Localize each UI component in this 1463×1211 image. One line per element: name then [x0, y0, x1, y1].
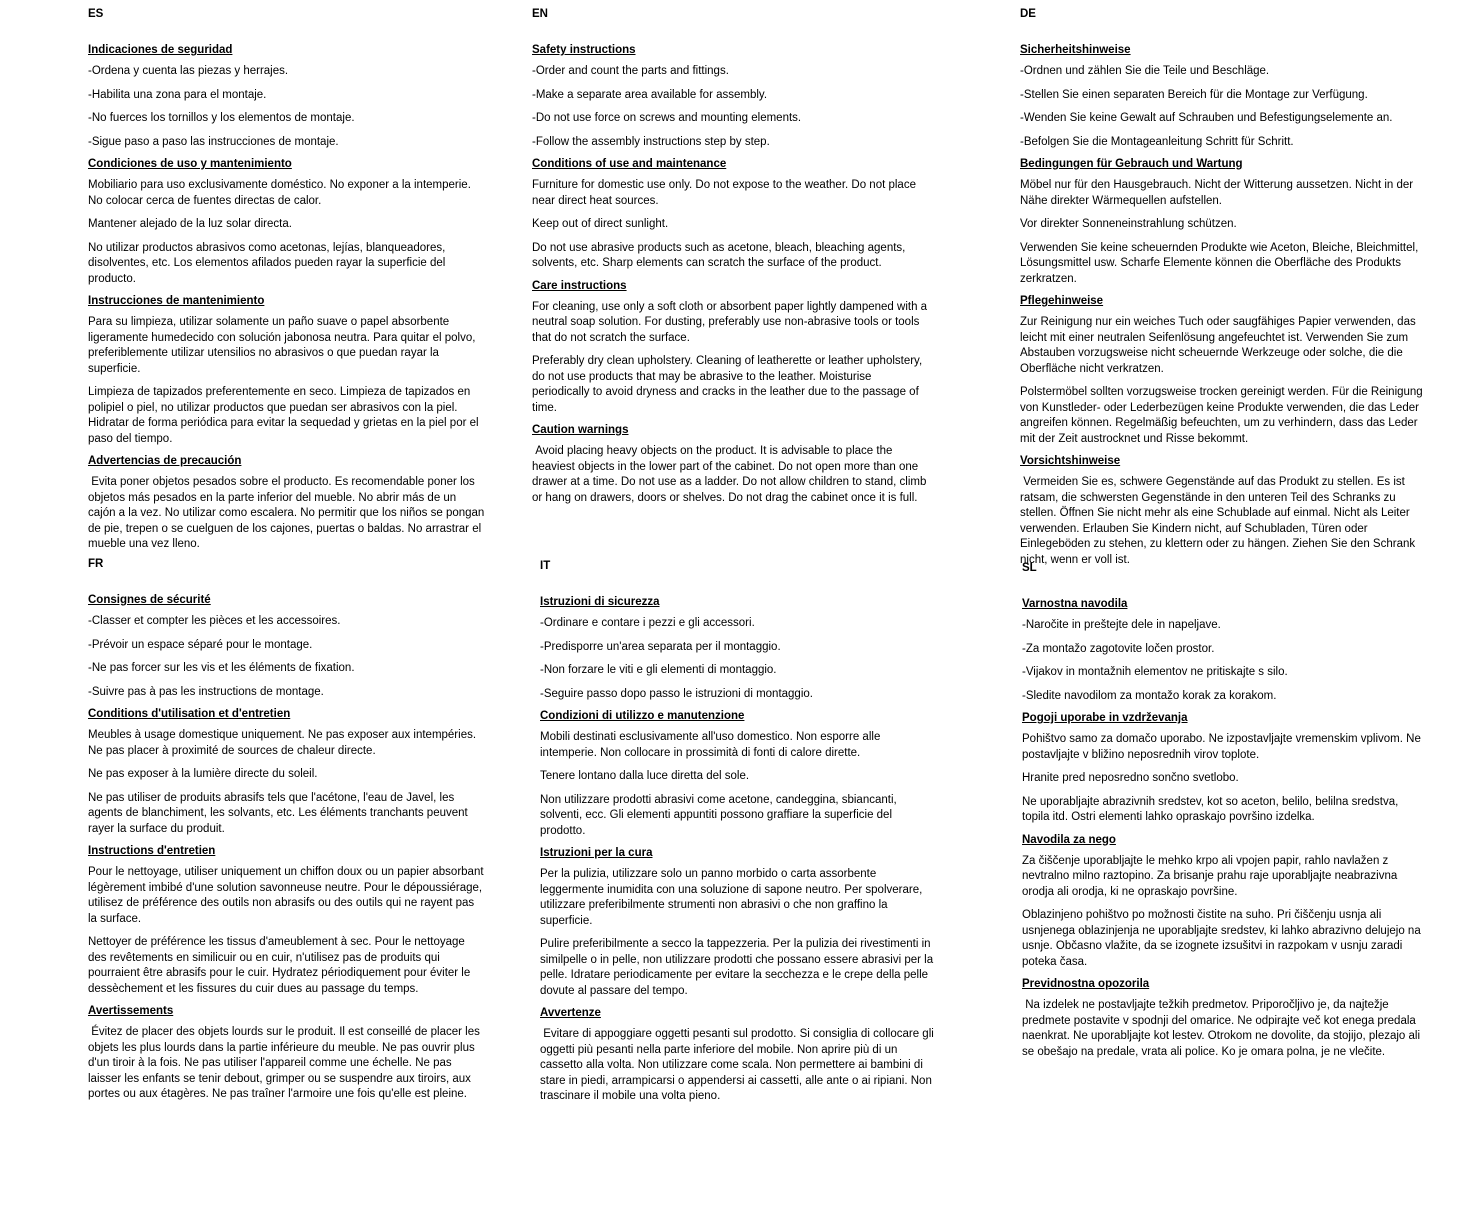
instruction-line: -Sledite navodilom za montažo korak za korakom. — [1022, 689, 1277, 702]
instruction-line: -Suivre pas à pas les instructions de montage. — [88, 685, 324, 698]
section-heading: Pflegehinweise — [1020, 295, 1104, 307]
paragraph: Verwenden Sie keine scheuernden Produkte wie Aceton, Bleiche, Bleichmittel, Lösungsmittel usw. Scharfe Elemente können die Oberfläche des Produkts zerkratzen. — [1020, 241, 1422, 285]
section-heading: Vorsichtshinweise — [1020, 455, 1121, 467]
section-heading: Instructions d'entretien — [88, 845, 216, 857]
instruction-line: -Do not use force on screws and mounting elements. — [532, 112, 802, 124]
paragraph: Pohištvo samo za domačo uporabo. Ne izpostavljajte vremenskim vplivom. Ne postavljajte v bližino neposrednih virov toplote. — [1022, 733, 1425, 761]
section-heading: Safety instructions — [532, 44, 636, 56]
language-column-en — [532, 8, 930, 514]
section-heading: Conditions of use and maintenance — [532, 158, 727, 170]
paragraph: For cleaning, use only a soft cloth or absorbent paper lightly dampened with a neutral soap solution. For dusting, preferably use non-abrasive tools or tools that do not scratch the surface. — [532, 300, 931, 344]
paragraph: Möbel nur für den Hausgebrauch. Nicht der Witterung aussetzen. Nicht in der Nähe direkter Wärmequellen aufstellen. — [1020, 179, 1417, 207]
section-heading: Bedingungen für Gebrauch und Wartung — [1020, 158, 1243, 170]
language-code-label: ES — [88, 8, 104, 20]
paragraph: Preferably dry clean upholstery. Cleaning of leatherette or leather upholstery, do not use products that may be abrasive to the leather. Moisturise periodically to avoid dryness and cracks in the leather due to the passage of time. — [532, 355, 926, 414]
paragraph: Nettoyer de préférence les tissus d'ameublement à sec. Pour le nettoyage des revêtements en similicuir ou en cuir, n'utilisez pas de produits qui pourraient être abrasifs pour le cuir. Hydratez périodiquement pour éviter le dessèchement et les fissures du cuir dues au passage du temps. — [88, 936, 474, 995]
paragraph: Evita poner objetos pesados sobre el producto. Es recomendable poner los objetos más pesados en la parte inferior del mueble. No abrir más de un cajón a la vez. No utilizar como escalera. No permitir que los niños se pongan de pie, trepen o se cuelguen de los cajones, puertas o baldas. No arrastrar el mueble una vez lleno. — [88, 476, 488, 550]
instruction-line: -Vijakov in montažnih elementov ne pritiskajte s silo. — [1022, 666, 1288, 678]
language-column-fr — [88, 558, 486, 1111]
language-column-it — [540, 560, 938, 1113]
language-code-label: SL — [1022, 562, 1037, 574]
instruction-line: -Ordinare e contare i pezzi e gli accessori. — [540, 617, 755, 629]
paragraph: Oblazinjeno pohištvo po možnosti čistite na suho. Pri čiščenju usnja ali usnjenega oblazinjenja ne uporabljajte sredstev, ki lahko abrazivno delujejo na usnje. Občasno vlažite, da se izognete izsušitvi in razpokam v usnju zaradi poteka časa. — [1022, 909, 1424, 968]
paragraph: Tenere lontano dalla luce diretta del sole. — [540, 770, 750, 782]
paragraph: Per la pulizia, utilizzare solo un panno morbido o carta assorbente leggermente inumidita con una soluzione di sapone neutro. Per spolverare, utilizzare preferibilmente strumenti non abrasivi o che non graffino la superficie. — [540, 868, 926, 927]
paragraph: Keep out of direct sunlight. — [532, 218, 669, 230]
paragraph: Hranite pred neposredno sončno svetlobo. — [1022, 772, 1239, 784]
paragraph: Do not use abrasive products such as acetone, bleach, bleaching agents, solvents, etc. Sharp elements can scratch the surface of the product. — [532, 241, 909, 269]
instruction-line: -No fuerces los tornillos y los elementos de montaje. — [88, 112, 355, 124]
paragraph: No utilizar productos abrasivos como acetonas, lejías, blanqueadores, disolventes, etc. Los elementos afilados pueden rayar la superficie del producto. — [88, 241, 449, 285]
section-heading: Navodila za nego — [1022, 833, 1116, 846]
instruction-line: -Prévoir un espace séparé pour le montage. — [88, 638, 313, 651]
section-heading: Previdnostna opozorila — [1022, 978, 1150, 990]
paragraph: Avoid placing heavy objects on the product. It is advisable to place the heaviest objects in the lower part of the cabinet. Do not open more than one drawer at a time. Do not use as a ladder. Do not allow children to stand, climb or hang on drawers, doors or shelves. Do not drag the cabinet once it is full. — [532, 445, 930, 504]
section-heading: Istruzioni di sicurezza — [540, 596, 660, 608]
language-code-label: EN — [532, 8, 548, 20]
language-code-label: FR — [88, 558, 104, 570]
paragraph: Limpieza de tapizados preferentemente en seco. Limpieza de tapizados en polipiel o piel, no utilizar productos que puedan ser abrasivos con la piel. Hidratar de forma periódica para evitar la sequedad y grietas en la piel por el paso del tiempo. — [88, 386, 482, 445]
section-heading: Varnostna navodila — [1022, 598, 1128, 610]
section-heading: Sicherheitshinweise — [1020, 44, 1131, 56]
paragraph: Za čiščenje uporabljajte le mehko krpo ali vpojen papir, rahlo navlažen z nevtralno milno raztopino. Za brisanje prahu raje uporabljajte neabrazivna orodja ali orodja, ki ne opraskajo površine. — [1022, 854, 1401, 898]
paragraph: Pulire preferibilmente a secco la tappezzeria. Per la pulizia dei rivestimenti in similpelle o in pelle, non utilizzare prodotti che possano essere abrasivi per la pelle. Idratare periodicamente per evitare la secchezza e le crepe della pelle dovute al passare del tempo. — [540, 938, 937, 997]
instruction-line: -Sigue paso a paso las instrucciones de montaje. — [88, 135, 339, 148]
paragraph: Mobiliario para uso exclusivamente doméstico. No exponer a la intemperie. No colocar cerca de fuentes directas de calor. — [88, 179, 475, 207]
section-heading: Instrucciones de mantenimiento — [88, 295, 265, 307]
instruction-line: -Classer et compter les pièces et les accessoires. — [88, 615, 341, 627]
paragraph: Mobili destinati esclusivamente all'uso domestico. Non esporre alle intemperie. Non collocare in prossimità di fonti di calore dirette. — [540, 731, 884, 759]
language-column-es — [88, 8, 486, 561]
paragraph: Para su limpieza, utilizar solamente un paño suave o papel absorbente ligeramente humedecido con solución jabonosa neutra. Para quitar el polvo, preferiblemente utilizar utensilios no abrasivos o que puedan rayar la superficie. — [88, 316, 479, 375]
paragraph: Pour le nettoyage, utiliser uniquement un chiffon doux ou un papier absorbant légèrement imbibé d'une solution savonneuse neutre. Pour le dépoussiérage, utilisez de préférence des outils non abrasifs ou des outils qui ne rayent pas la surface. — [88, 866, 487, 925]
paragraph: Zur Reinigung nur ein weiches Tuch oder saugfähiges Papier verwenden, das leicht mit einer neutralen Seifenlösung angefeuchtet ist. Verwenden Sie zum Abstauben vorzugsweise nicht scheuernde Werkzeuge oder solche, die die Oberfläche nicht verkratzen. — [1020, 316, 1419, 375]
paragraph: Vor direkter Sonneneinstrahlung schützen. — [1020, 218, 1237, 230]
section-heading: Care instructions — [532, 279, 627, 292]
language-code-label: DE — [1020, 8, 1036, 20]
instruction-line: -Habilita una zona para el montaje. — [88, 88, 267, 101]
section-heading: Condiciones de uso y mantenimiento — [88, 158, 292, 170]
instruction-line: -Predisporre un'area separata per il montaggio. — [540, 640, 781, 653]
paragraph: Na izdelek ne postavljajte težkih predmetov. Priporočljivo je, da najtežje predmete postavite v spodnji del omarice. Ne odpirajte več kot enega predala naenkrat. Ne uporabljajte kot lestev. Otrokom ne dovolite, da stojijo, plezajo ali se obešajo na predale, vrata ali police. Ko je omara polna, je ne vlečite. — [1022, 999, 1424, 1058]
instruction-line: -Za montažo zagotovite ločen prostor. — [1022, 642, 1215, 655]
paragraph: Évitez de placer des objets lourds sur le produit. Il est conseillé de placer les objets les plus lourds dans la partie inférieure du meuble. Ne pas ouvrir plus d'un tiroir à la fois. Ne pas utiliser l'appareil comme une échelle. Ne pas laisser les enfants se tenir debout, grimper ou se suspendre aux tiroirs, aux portes ou aux étagères. Ne pas traîner l'armoire une fois qu'elle est pleine. — [88, 1026, 484, 1100]
section-heading: Istruzioni per la cura — [540, 847, 653, 859]
instruction-line: -Naročite in preštejte dele in napeljave. — [1022, 619, 1221, 631]
instruction-line: -Stellen Sie einen separaten Bereich für die Montage zur Verfügung. — [1020, 88, 1368, 101]
paragraph: Ne uporabljajte abrazivnih sredstev, kot so aceton, belilo, belilna sredstva, topila itd. Ostri elementi lahko opraskajo površino izdelka. — [1022, 795, 1402, 823]
instruction-line: -Ordnen und zählen Sie die Teile und Beschläge. — [1020, 65, 1270, 77]
section-heading: Indicaciones de seguridad — [88, 44, 233, 56]
instruction-line: -Follow the assembly instructions step by step. — [532, 135, 770, 148]
section-heading: Consignes de sécurité — [88, 594, 211, 606]
paragraph: Vermeiden Sie es, schwere Gegenstände auf das Produkt zu stellen. Es ist ratsam, die schwersten Gegenstände in den unteren Teil des Schranks zu stellen. Öffnen Sie nicht mehr als eine Schublade auf einmal. Nicht als Leiter verwenden. Erlauben Sie Kindern nicht, auf Schubladen, Türen oder Einlegeböden zu stehen, zu klettern oder zu hängen. Ziehen Sie den Schrank nicht, wenn er voll ist. — [1020, 476, 1419, 566]
section-heading: Avvertenze — [540, 1007, 601, 1019]
section-heading: Avertissements — [88, 1005, 174, 1017]
section-heading: Advertencias de precaución — [88, 455, 242, 467]
instruction-line: -Non forzare le viti e gli elementi di montaggio. — [540, 664, 777, 676]
section-heading: Pogoji uporabe in vzdrževanja — [1022, 712, 1188, 724]
paragraph: Evitare di appoggiare oggetti pesanti sul prodotto. Si consiglia di collocare gli oggetti più pesanti nella parte inferiore del mobile. Non aprire più di un cassetto alla volta. Non utilizzare come scala. Non permettere ai bambini di stare in piedi, arrampicarsi o appendersi ai cassetti, alle ante o ai ripiani. Non trascinare il mobile una volta pieno. — [540, 1028, 938, 1102]
section-heading: Condizioni di utilizzo e manutenzione — [540, 710, 745, 722]
instruction-line: -Befolgen Sie die Montageanleitung Schritt für Schritt. — [1020, 135, 1294, 148]
section-heading: Conditions d'utilisation et d'entretien — [88, 708, 291, 720]
language-column-de — [1020, 8, 1426, 576]
paragraph: Ne pas utiliser de produits abrasifs tels que l'acétone, l'eau de Javel, les agents de blanchiment, les solvants, etc. Les éléments tranchants peuvent rayer la surface du produit. — [88, 791, 471, 835]
paragraph: Meubles à usage domestique uniquement. Ne pas exposer aux intempéries. Ne pas placer à proximité de sources de chaleur directe. — [88, 729, 480, 757]
paragraph: Polstermöbel sollten vorzugsweise trocken gereinigt werden. Für die Reinigung von Kunstleder- oder Lederbezügen keine Produkte verwenden, die das Leder angreifen können. Regelmäßig befeuchten, um zu verhindern, dass das Leder mit der Zeit austrocknet und Risse bekommt. — [1020, 386, 1426, 445]
language-code-label: IT — [540, 560, 551, 572]
instruction-line: -Ordena y cuenta las piezas y herrajes. — [88, 65, 289, 77]
paragraph: Non utilizzare prodotti abrasivi come acetone, candeggina, sbiancanti, solventi, ecc. Gli elementi appuntiti possono graffiare la superficie del prodotto. — [540, 793, 900, 837]
language-column-sl — [1022, 562, 1425, 1068]
paragraph: Furniture for domestic use only. Do not expose to the weather. Do not place near direct heat sources. — [532, 179, 920, 207]
paragraph: Ne pas exposer à la lumière directe du soleil. — [88, 768, 318, 780]
instruction-line: -Order and count the parts and fittings. — [532, 65, 729, 77]
instruction-line: -Seguire passo dopo passo le istruzioni di montaggio. — [540, 687, 813, 700]
instruction-line: -Make a separate area available for assembly. — [532, 88, 768, 101]
instruction-line: -Wenden Sie keine Gewalt auf Schrauben und Befestigungselemente an. — [1020, 112, 1393, 124]
instruction-line: -Ne pas forcer sur les vis et les éléments de fixation. — [88, 662, 355, 674]
section-heading: Caution warnings — [532, 424, 629, 436]
paragraph: Mantener alejado de la luz solar directa. — [88, 218, 292, 230]
